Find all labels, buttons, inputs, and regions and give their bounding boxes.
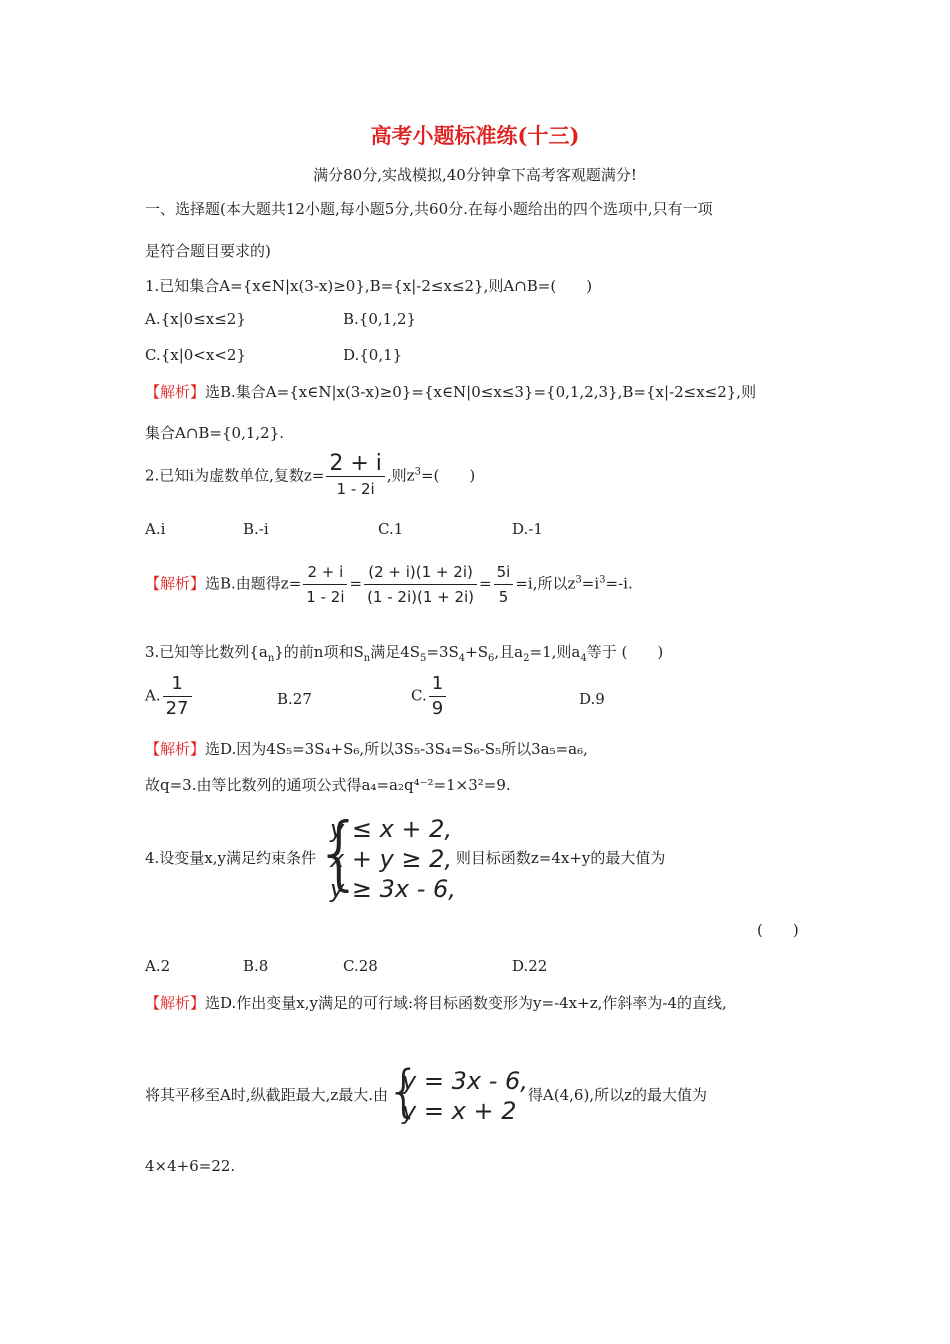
q2-stem: [145, 452, 475, 501]
q3-option-a-label: A.: [145, 686, 161, 705]
q4-solution-line2: [145, 1059, 707, 1126]
q4-solution-line3: 4×4+6=22.: [145, 1157, 236, 1175]
q2-solution: [145, 560, 633, 609]
q3-stem-1: 3.已知等比数列{a: [145, 643, 268, 661]
q3-stem-4: =3S: [426, 643, 459, 661]
analysis-label: 【解析】: [145, 740, 206, 758]
q4-solution-text: 选D.作出变量x,y满足的可行域:将目标函数变形为y=-4x+z,作斜率为-4的直线,: [205, 994, 727, 1012]
q3-stem: [145, 641, 663, 664]
q4-stem-text-b: 则目标函数z=4x+y的最大值为: [455, 849, 666, 867]
q3-option-c-label: C.: [411, 686, 427, 705]
left-brace: {: [314, 806, 365, 899]
q2-sup: 3: [414, 466, 421, 478]
q3-option-d: D.9: [579, 690, 605, 708]
q4-option-b: B.8: [243, 957, 269, 975]
q2-sol-fraction-2: [364, 560, 477, 609]
q3-solution-text: 选D.因为4S₅=3S₄+S₆,所以3S₅-3S₄=S₆-S₅所以3a₅=a₆,: [205, 740, 588, 758]
q1-option-d: D.{0,1}: [343, 346, 403, 364]
q4-answer-paren: ( ): [757, 921, 799, 939]
q4-solution-eq-2: y = x + 2: [402, 1097, 517, 1125]
q2-solution-text-d: =-i.: [605, 574, 633, 593]
q4-constraint-system: [314, 806, 456, 904]
q2-sol-fraction-1: [303, 560, 347, 609]
q4-solution-text-a: 将其平移至A时,纵截距最大,z最大.由: [145, 1086, 389, 1104]
q3-stem-7: =1,则a: [529, 643, 581, 661]
q4-option-c: C.28: [343, 957, 378, 975]
q4-solution-text-b: 得A(4,6),所以z的最大值为: [527, 1086, 707, 1104]
q2-fraction-num: 2 + i: [326, 452, 385, 477]
q2-sol-fraction-2-num: (2 + i)(1 + 2i): [364, 560, 477, 585]
q3-option-a: [145, 672, 194, 721]
q4-stem: [145, 806, 666, 904]
q3-stem-3: 满足4S: [370, 643, 421, 661]
q2-solution-text-b: =i,所以z: [515, 574, 576, 593]
q1-solution-text: 选B.集合A={x∈N|x(3-x)≥0}={x∈N|0≤x≤3}={0,1,2,3},B={x|-2≤x≤2},则: [205, 383, 757, 401]
q3-option-a-den: 27: [165, 698, 189, 719]
q2-sol-fraction-2-den: (1 - 2i)(1 + 2i): [367, 588, 475, 606]
q1-option-a: A.{x|0≤x≤2}: [145, 310, 246, 328]
q3-option-c-fraction: [429, 672, 446, 721]
analysis-label: 【解析】: [145, 994, 206, 1012]
q2-solution-text: 选B.由题得z=: [205, 574, 302, 593]
q3-sub-6: 6: [488, 653, 495, 664]
q3-sub-2: 2: [523, 653, 530, 664]
q4-constraint-1: y ≤ x + 2,: [330, 815, 453, 843]
q4-option-a: A.2: [145, 957, 171, 975]
q3-option-c-den: 9: [431, 698, 444, 719]
q3-option-c-num: 1: [429, 672, 446, 697]
q3-option-b: B.27: [277, 690, 312, 708]
q2-fraction: [326, 452, 385, 501]
q2-option-c: C.1: [378, 520, 404, 538]
q2-stem-text-b: ,则z: [386, 466, 415, 485]
q2-solution-text-c: =i: [581, 574, 600, 593]
q4-stem-text: 4.设变量x,y满足约束条件: [145, 849, 317, 867]
left-brace: {: [386, 1059, 422, 1124]
q2-option-a: A.i: [145, 520, 166, 538]
equals-sign: =: [349, 574, 363, 593]
q3-option-a-num: 1: [163, 672, 192, 697]
q3-sub-n2: n: [363, 653, 371, 664]
page-title: 高考小题标准练(十三): [370, 123, 580, 148]
q3-sub-n: n: [267, 653, 275, 664]
equals-sign: =: [479, 574, 492, 593]
q2-sol-fraction-3: [494, 560, 514, 609]
q2-fraction-den: 1 - 2i: [336, 480, 375, 498]
q2-option-d: D.-1: [512, 520, 543, 538]
q1-solution-line1: [145, 381, 756, 402]
q2-sol-fraction-1-den: 1 - 2i: [306, 588, 345, 606]
q3-stem-5: +S: [465, 643, 489, 661]
q2-sol-fraction-3-num: 5i: [494, 560, 514, 585]
q4-solution-system: [386, 1059, 528, 1126]
q2-sol-fraction-1-num: 2 + i: [303, 560, 347, 585]
section-instructions-line2: 是符合题目要求的): [145, 242, 271, 260]
q2-sol-sup-1: 3: [575, 574, 582, 586]
q4-constraint-2: x + y ≥ 2,: [330, 845, 453, 873]
q2-stem-text: 2.已知i为虚数单位,复数z=: [145, 466, 325, 485]
q3-option-c: [411, 672, 448, 721]
q2-sol-sup-2: 3: [599, 574, 606, 586]
q3-option-a-fraction: [163, 672, 192, 721]
q4-option-d: D.22: [512, 957, 548, 975]
q3-solution-line2: 故q=3.由等比数列的通项公式得a₄=a₂q⁴⁻²=1×3²=9.: [145, 776, 511, 794]
q4-constraint-3: y ≥ 3x - 6,: [330, 875, 456, 903]
q1-option-c: C.{x|0<x<2}: [145, 346, 246, 364]
q1-option-b: B.{0,1,2}: [343, 310, 417, 328]
q3-solution-line1: [145, 738, 588, 759]
q2-option-b: B.-i: [243, 520, 269, 538]
q4-solution-eq-1: y = 3x - 6,: [402, 1067, 528, 1095]
q3-sub-4: 4: [458, 653, 466, 664]
section-instructions-line1: 一、选择题(本大题共12小题,每小题5分,共60分.在每小题给出的四个选项中,只有一项: [145, 200, 713, 218]
q1-solution-line2: 集合A∩B={0,1,2}.: [145, 424, 285, 442]
q3-sub-5: 5: [420, 653, 427, 664]
q3-stem-8: 等于 ( ): [586, 643, 664, 661]
q4-solution-line1: [145, 992, 727, 1013]
subtitle: 满分80分,实战模拟,40分钟拿下高考客观题满分!: [313, 166, 637, 184]
q3-stem-6: ,且a: [494, 643, 524, 661]
q1-stem: 1.已知集合A={x∈N|x(3-x)≥0},B={x|-2≤x≤2},则A∩B=( ): [145, 277, 593, 295]
q3-sub-4b: 4: [580, 653, 587, 664]
q3-stem-2: }的前n项和S: [274, 643, 364, 661]
analysis-label: 【解析】: [145, 574, 206, 593]
q2-sol-fraction-3-den: 5: [498, 588, 509, 606]
q2-stem-text-c: =( ): [420, 466, 476, 485]
analysis-label: 【解析】: [145, 383, 206, 401]
